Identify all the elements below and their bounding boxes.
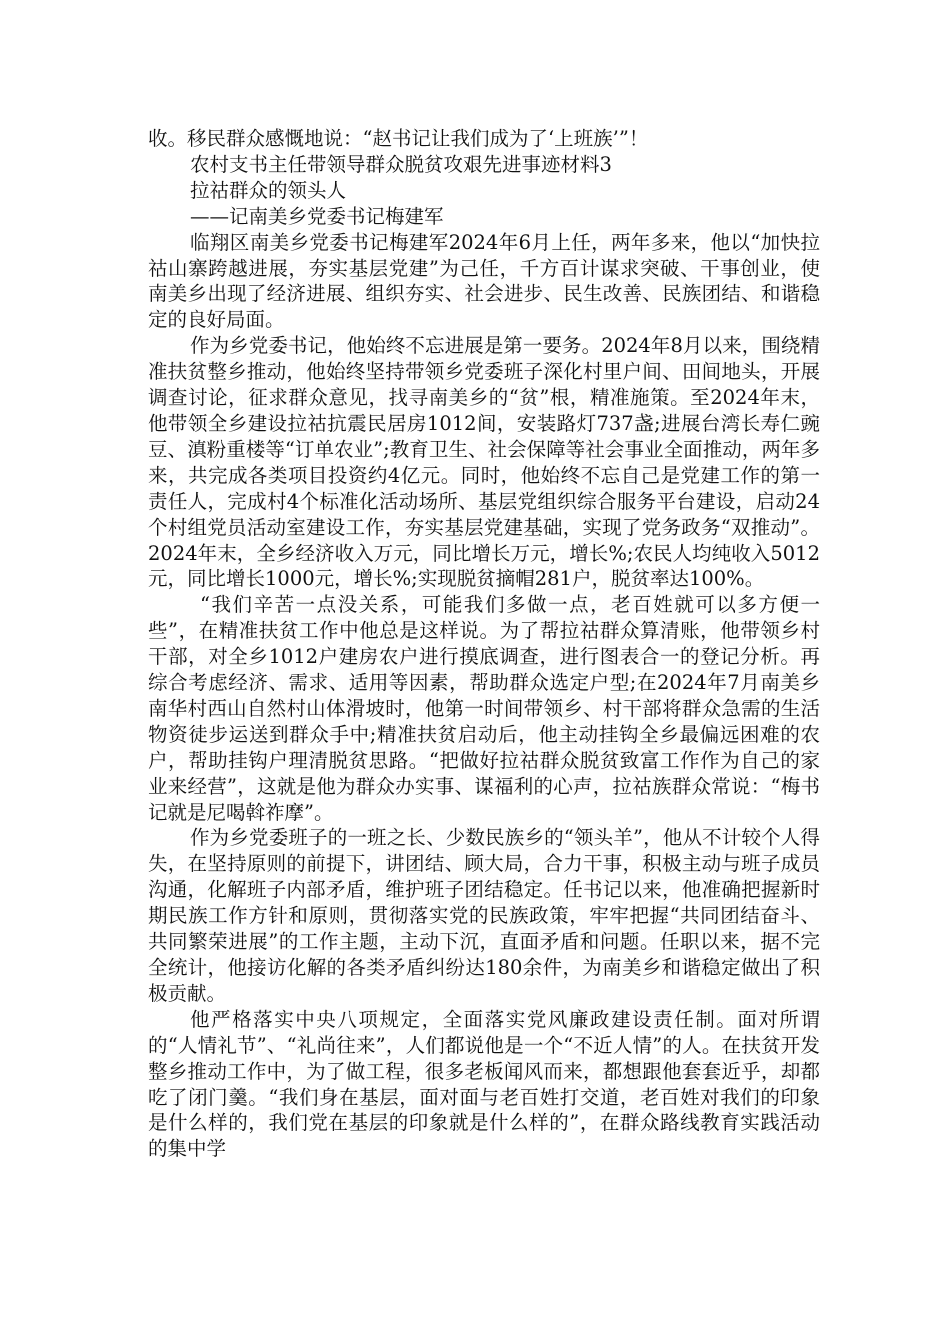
paragraph-1: 临翔区南美乡党委书记梅建军2024年6月上任，两年多来，他以“加快拉祜山寨跨越进展，夯实基层党建”为己任，千方百计谋求突破、干事创业，使南美乡出现了经济进展、组织夯实、社会进步、民生改善、民族团结、和谐稳定的良好局面。 [148,230,820,332]
paragraph-4: 作为乡党委班子的一班之长、少数民族乡的“领头羊”，他从不计较个人得失，在坚持原则的前提下，讲团结、顾大局，合力干事，积极主动与班子成员沟通，化解班子内部矛盾，维护班子团结稳定。任书记以来，他准确把握新时期民族工作方针和原则，贯彻落实党的民族政策，牢牢把握“共同团结奋斗、共同繁荣进展”的工作主题，主动下沉，直面矛盾和问题。任职以来，据不完全统计，他接访化解的各类矛盾纠纷达180余件，为南美乡和谐稳定做出了积极贡献。 [148,826,820,1005]
lead-line: 收。移民群众感慨地说：“赵书记让我们成为了‘上班族’”！ [148,127,649,150]
paragraph-5: 他严格落实中央八项规定，全面落实党风廉政建设责任制。面对所谓的“人情礼节”、“礼尚往来”，人们都说他是一个“不近人情”的人。在扶贫开发整乡推动工作中，为了做工程，很多老板闻风而来，都想跟他套套近乎，却都吃了闭门羹。“我们身在基层，面对面与老百姓打交道，老百姓对我们的印象是什么样的，我们党在基层的印象就是什么样的”，在群众路线教育实践活动的集中学 [148,1007,820,1161]
document-body [148,126,820,1162]
paragraph-2: 作为乡党委书记，他始终不忘进展是第一要务。2024年8月以来，围绕精准扶贫整乡推动，他始终坚持带领乡党委班子深化村里户间、田间地头，开展调查讨论，征求群众意见，找寻南美乡的“贫”根，精准施策。至2024年末，他带领全乡建设拉祜抗震民居房1012间，安装路灯737盏;进展台湾长寿仁豌豆、滇粉重楼等“订单农业”;教育卫生、社会保障等社会事业全面推动，两年多来，共完成各类项目投资约4亿元。同时，他始终不忘自己是党建工作的第一责任人，完成村4个标准化活动场所、基层党组织综合服务平台建设，启动24个村组党员活动室建设工作，夯实基层党建基础，实现了党务政务“双推动”。2024年末，全乡经济收入万元，同比增长万元，增长%;农民人均纯收入5012元，同比增长1000元，增长%;实现脱贫摘帽281户，脱贫率达100%。 [148,334,820,591]
article-title: 拉祜群众的领头人 [190,178,347,202]
document-heading: 农村支书主任带领导群众脱贫攻艰先进事迹材料3 [190,152,612,176]
paragraph-3: “我们辛苦一点没关系，可能我们多做一点，老百姓就可以多方便一些”，在精准扶贫工作中他总是这样说。为了帮拉祜群众算清账，他带领乡村干部，对全乡1012户建房农户进行摸底调查，进行图表合一的登记分析。再综合考虑经济、需求、适用等因素，帮助群众选定户型;在2024年7月南美乡南华村西山自然村山体滑坡时，他第一时间带领乡、村干部将群众急需的生活物资徒步运送到群众手中;精准扶贫启动后，他主动挂钩全乡最偏远困难的农户，帮助挂钩户理清脱贫思路。“把做好拉祜群众脱贫致富工作作为自己的家业来经营”，这就是他为群众办实事、谋福利的心声，拉祜族群众常说：“梅书记就是尼喝斡祚摩”。 [148,593,820,824]
article-subtitle: ——记南美乡党委书记梅建军 [190,204,444,228]
